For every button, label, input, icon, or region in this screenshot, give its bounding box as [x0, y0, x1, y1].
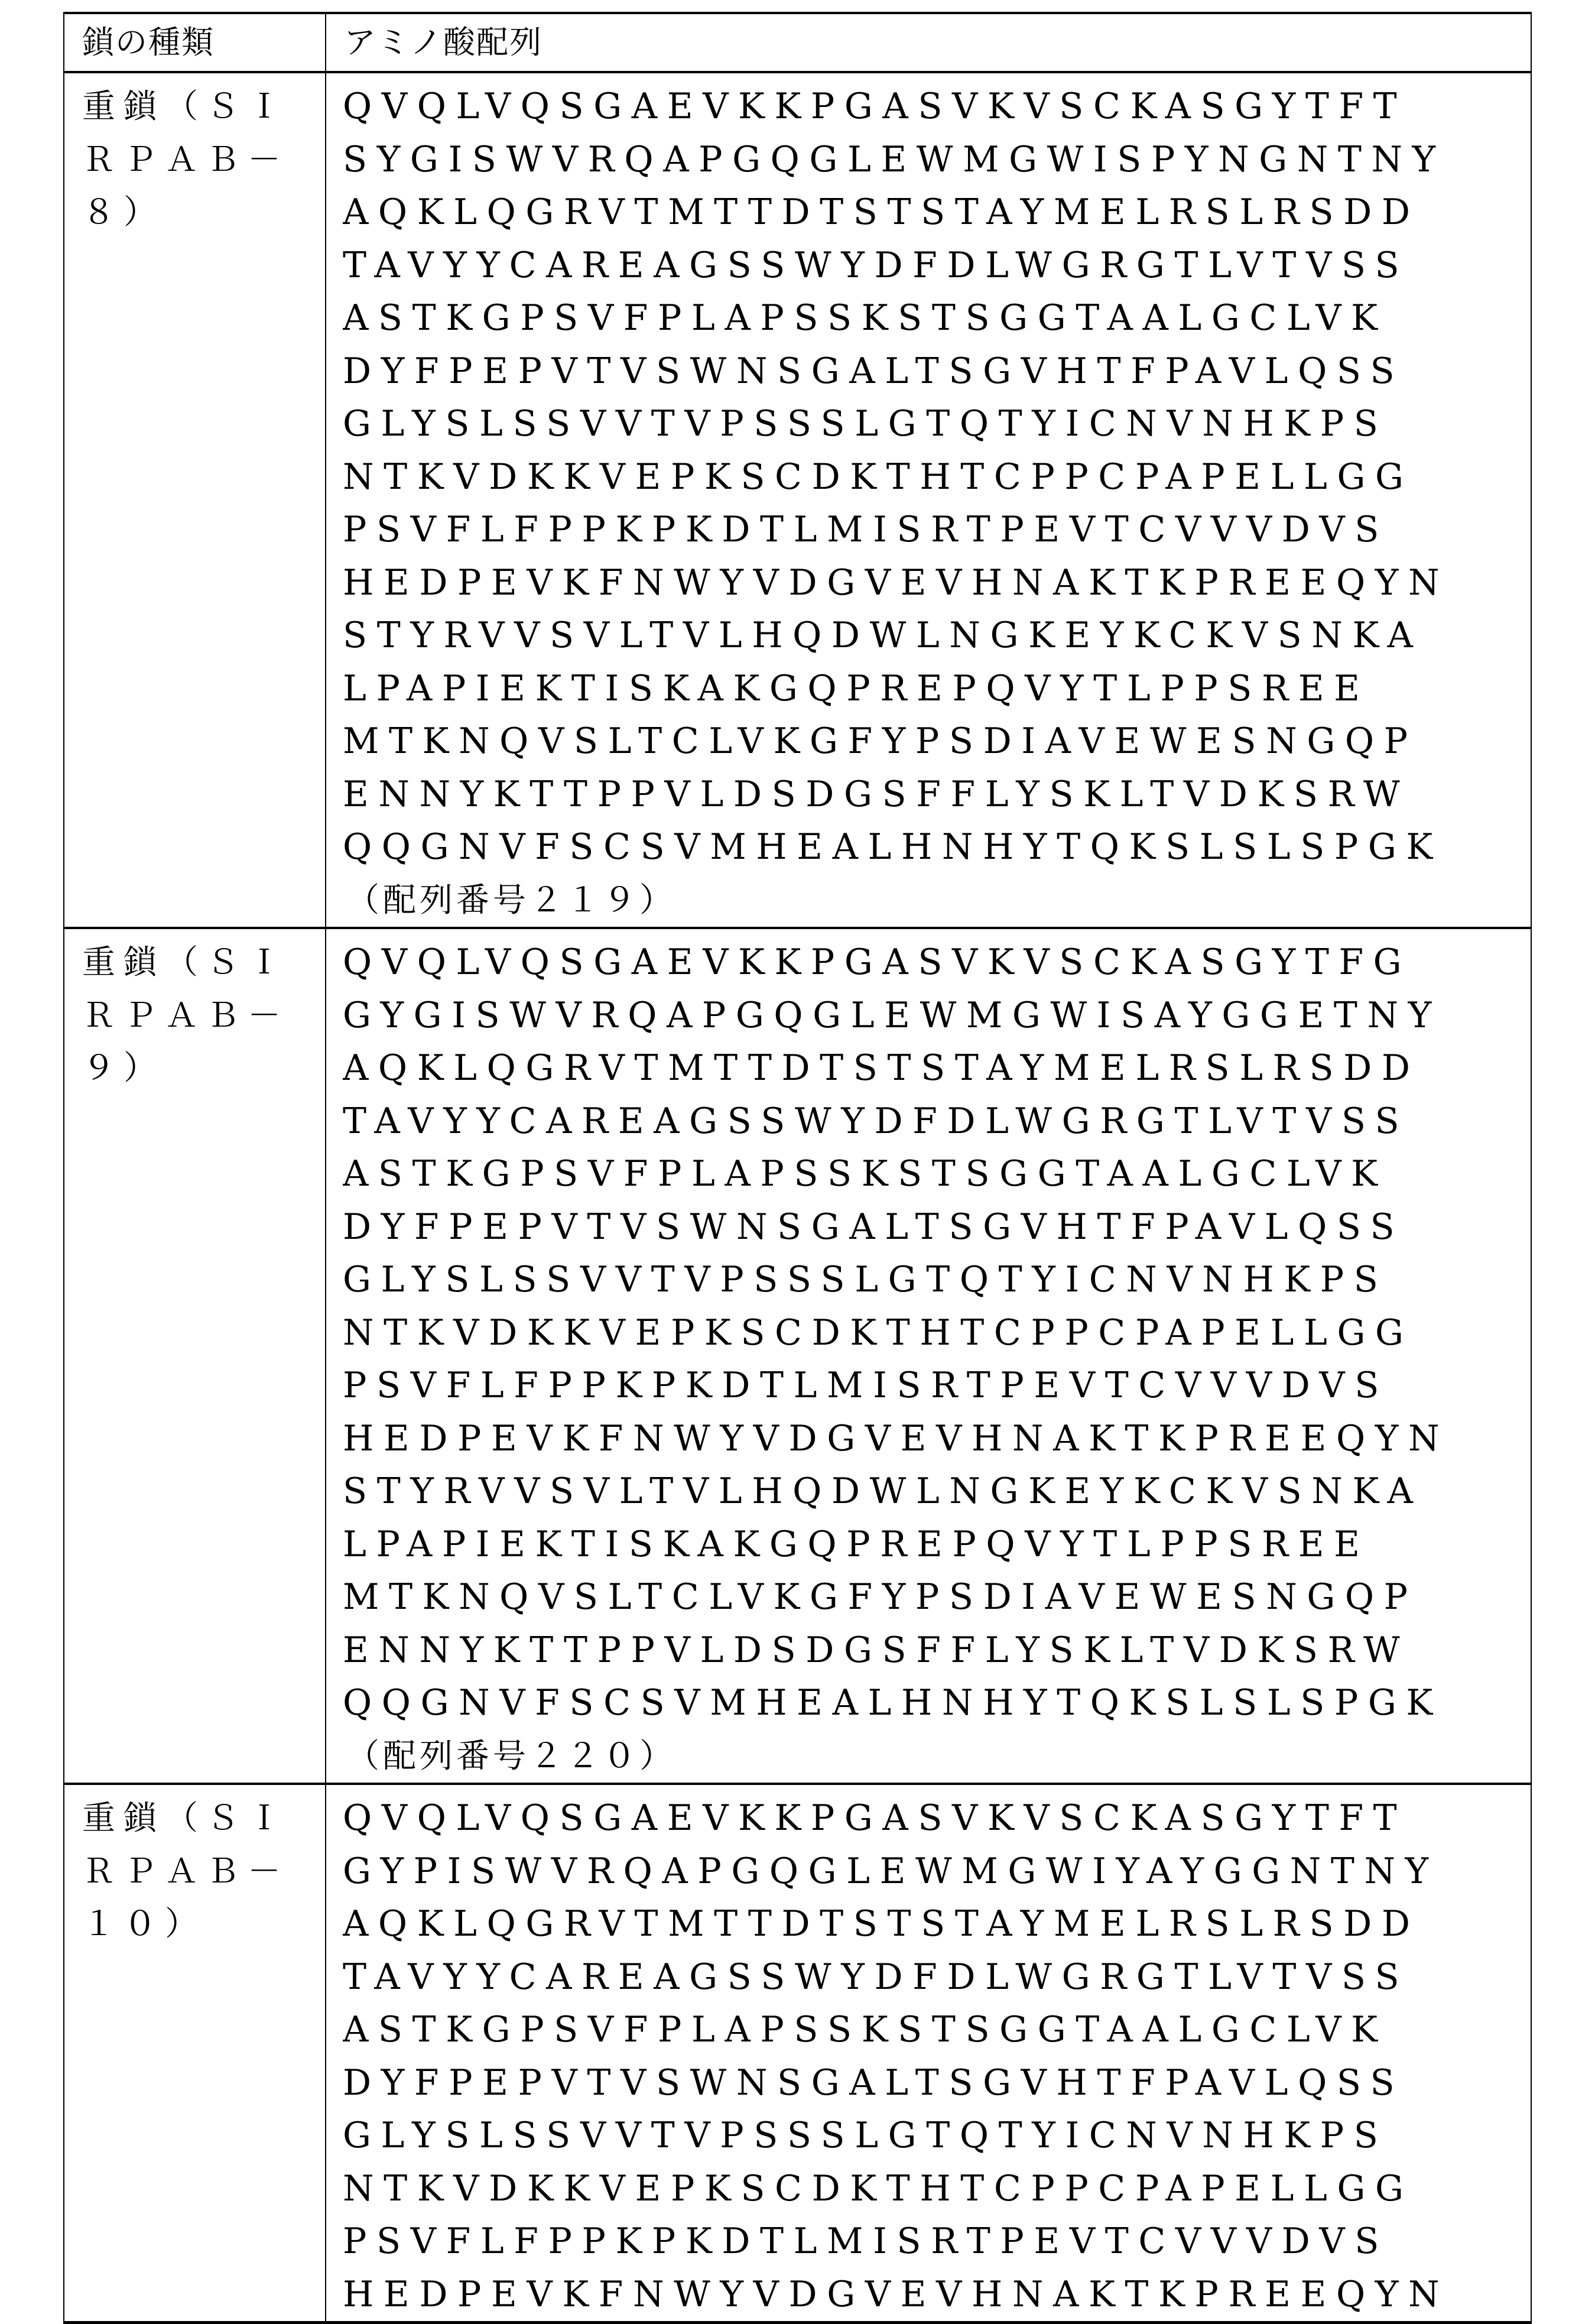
table-row — [64, 72, 1531, 928]
table-row — [64, 928, 1531, 1784]
sequence-line: TAVYYCAREAGSSWYDFDLWGRGTLVTVSS — [343, 1100, 1409, 1142]
sequence-line: GYGISWVRQAPGQGLEWMGWISAYGGETNY — [343, 994, 1441, 1036]
table-row — [64, 1784, 1531, 2323]
sequence-line: MTKNQVSLTCLVKGFYPSDIAVEWESNGQP — [343, 720, 1418, 762]
sequence-line: TAVYYCAREAGSSWYDFDLWGRGTLVTVSS — [343, 244, 1409, 286]
chain-type-cell — [64, 72, 326, 928]
sequence-line: MTKNQVSLTCLVKGFYPSDIAVEWESNGQP — [343, 1576, 1418, 1618]
sequence-line: GYPISWVRQAPGQGLEWMGWIYAYGGNTNY — [343, 1850, 1438, 1892]
chain-label: 重鎖（ＳＩ ＲＰＡＢ－ ８） — [82, 87, 289, 232]
sequence-line: QVQLVQSGAEVKKPGASVKVSCKASGYTFT — [343, 1797, 1407, 1839]
sequence-line: STYRVVSVLTVLHQDWLNGKEYKCKVSNKA — [343, 615, 1423, 656]
sequence-line: QVQLVQSGAEVKKPGASVKVSCKASGYTFG — [343, 942, 1412, 983]
sequence-line: AQKLQGRVTMTTDTSTSTAYMELRSLRSDD — [343, 1047, 1420, 1089]
sequence-line: STYRVVSVLTVLHQDWLNGKEYKCKVSNKA — [343, 1471, 1423, 1512]
chain-type-cell — [64, 928, 326, 1784]
sequence-line: LPAPIEKTISKAKGQPREPQVYTLPPSREE — [343, 1523, 1370, 1565]
sequence-line: AQKLQGRVTMTTDTSTSTAYMELRSLRSDD — [343, 191, 1420, 233]
sequence-line: AQKLQGRVTMTTDTSTSTAYMELRSLRSDD — [343, 1903, 1420, 1945]
sequence-line: ENNYKTTPPVLDSDGSFFLYSKLTVDKSRW — [343, 1629, 1410, 1671]
sequence-line: QQGNVFSCSVMHEALHNHYTQKSLSLSPGK — [343, 826, 1443, 868]
sequence-line: QVQLVQSGAEVKKPGASVKVSCKASGYTFT — [343, 86, 1407, 127]
sequence-lines — [326, 73, 1531, 927]
sequence-line: HEDPEVKFNWYVDGVEVHNAKTKPREEQYN — [343, 2273, 1450, 2315]
sequence-line: ASTKGPSVFPLAPSSKSTSGGTAALGCLVK — [343, 1153, 1388, 1195]
sequence-line: NTKVDKKVEPKSCDKTHTCPPCPAPELLGG — [343, 2167, 1414, 2209]
sequence-line: PSVFLFPPKPKDTLMISRTPEVTCVVVDVS — [343, 1365, 1389, 1406]
sequence-line: NTKVDKKVEPKSCDKTHTCPPCPAPELLGG — [343, 1312, 1414, 1353]
sequence-line: ASTKGPSVFPLAPSSKSTSGGTAALGCLVK — [343, 297, 1388, 339]
sequence-line: DYFPEPVTVSWNSGALTSGVHTFPAVLQSS — [343, 2062, 1405, 2104]
sequence-line: TAVYYCAREAGSSWYDFDLWGRGTLVTVSS — [343, 1956, 1409, 1998]
sequence-line: GLYSLSSVVTVPSSSLGTQTYICNVNHKPS — [343, 1259, 1388, 1300]
chain-label: 重鎖（ＳＩ ＲＰＡＢ－ ９） — [82, 943, 289, 1088]
sequence-line: ENNYKTTPPVLDSDGSFFLYSKLTVDKSRW — [343, 773, 1410, 815]
sequence-lines — [326, 1785, 1531, 2321]
header-chain-type: 鎖の種類 — [64, 13, 326, 72]
sequence-line: QQGNVFSCSVMHEALHNHYTQKSLSLSPGK — [343, 1682, 1443, 1723]
sequence-line: ASTKGPSVFPLAPSSKSTSGGTAALGCLVK — [343, 2009, 1388, 2050]
sequence-line: DYFPEPVTVSWNSGALTSGVHTFPAVLQSS — [343, 1206, 1405, 1248]
sequence-lines — [326, 929, 1531, 1783]
sequence-line: NTKVDKKVEPKSCDKTHTCPPCPAPELLGG — [343, 456, 1414, 498]
sequence-line: PSVFLFPPKPKDTLMISRTPEVTCVVVDVS — [343, 509, 1389, 550]
sequence-table — [63, 12, 1532, 2324]
sequence-line: LPAPIEKTISKAKGQPREPQVYTLPPSREE — [343, 667, 1370, 709]
sequence-line: HEDPEVKFNWYVDGVEVHNAKTKPREEQYN — [343, 1417, 1450, 1459]
sequence-line: SYGISWVRQAPGQGLEWMGWISPYNGNTNY — [343, 138, 1445, 180]
sequence-line: PSVFLFPPKPKDTLMISRTPEVTCVVVDVS — [343, 2221, 1389, 2262]
chain-type-cell — [64, 1784, 326, 2323]
sequence-cell — [326, 928, 1531, 1784]
sequence-cell — [326, 72, 1531, 928]
sequence-id-label: （配列番号２１９） — [346, 881, 676, 920]
chain-label: 重鎖（ＳＩ ＲＰＡＢ－ １０） — [82, 1799, 289, 1943]
sequence-line: DYFPEPVTVSWNSGALTSGVHTFPAVLQSS — [343, 350, 1405, 392]
sequence-cell — [326, 1784, 1531, 2323]
sequence-line: GLYSLSSVVTVPSSSLGTQTYICNVNHKPS — [343, 2115, 1388, 2156]
sequence-id-label: （配列番号２２０） — [346, 1736, 676, 1776]
sequence-line: GLYSLSSVVTVPSSSLGTQTYICNVNHKPS — [343, 403, 1388, 444]
table-body — [64, 72, 1531, 2323]
sequence-line: HEDPEVKFNWYVDGVEVHNAKTKPREEQYN — [343, 561, 1450, 603]
table-header-row — [64, 13, 1531, 72]
header-amino-acid-sequence: アミノ酸配列 — [326, 13, 1531, 72]
